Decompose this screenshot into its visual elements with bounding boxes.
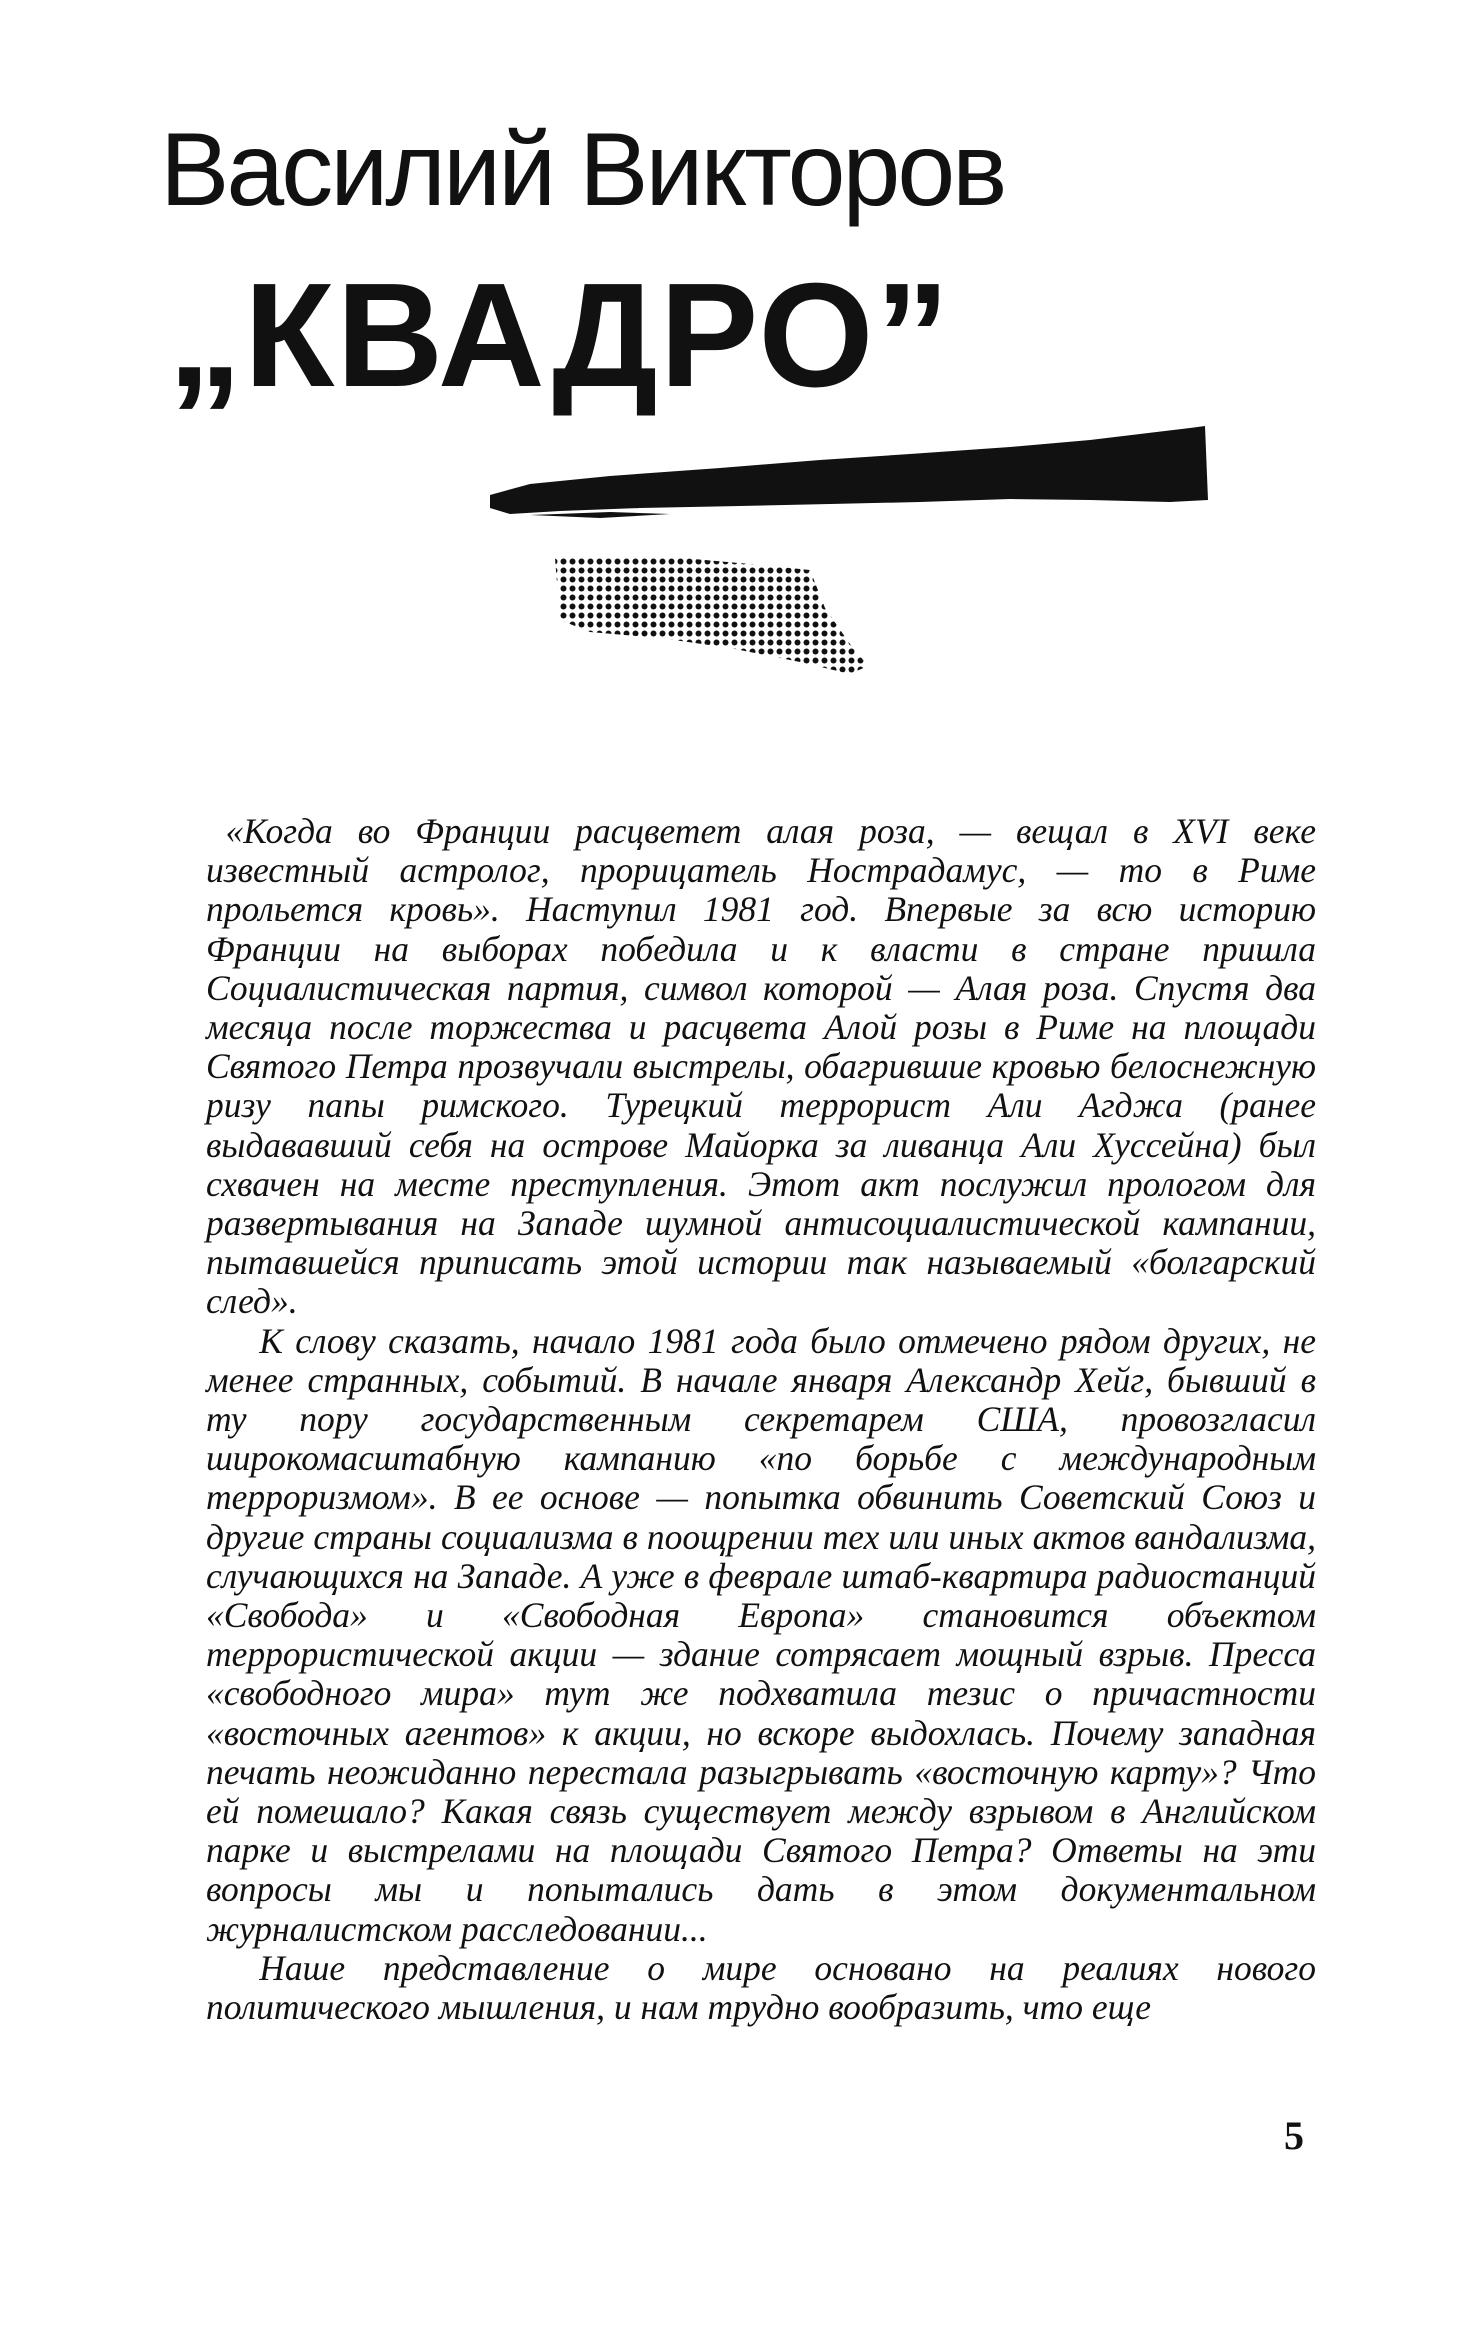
- page-number: 5: [1284, 2113, 1304, 2158]
- article-body: [206, 812, 1316, 2027]
- paragraph: «Когда во Франции расцветет алая роза, — вещал в XVI веке известный астролог, прорицатель Нострадамус, — то в Риме прольется кровь». Наступил 1981 год. Впервые за всю историю Франции на выборах победила и к власти в стране пришла Социалистическая партия, символ которой — Алая роза. Спустя два месяца после торжества и расцвета Алой розы в Риме на площади Святого Петра прозвучали выстрелы, обагрившие кровью белоснежную ризу папы римского. Турецкий террорист Али Агджа (ранее выдававший себя на острове Майорка за ливанца Али Хуссейна) был схвачен на месте преступления. Этот акт послужил прологом для развертывания на Западе шумной антисоциалистической кампании, пытавшейся приписать этой истории так называемый «болгарский след».: [206, 811, 1316, 1322]
- halftone-dots-decoration: [550, 548, 880, 688]
- brush-stroke-decoration: [490, 410, 1210, 520]
- book-title: „КВАДРО”: [168, 253, 952, 418]
- paragraph: К слову сказать, начало 1981 года было отмечено рядом других, не менее странных, событий. В начале января Александр Хейг, бывший в ту пору государственным секретарем США, провозгласил широкомасштабную кампанию «по борьбе с международным терроризмом». В ее основе — попытка обвинить Советский Союз и другие страны социализма в поощрении тех или иных актов вандализма, случающихся на Западе. А уже в феврале штаб-квартира радиостанций «Свобода» и «Свободная Европа» становится объектом террористической акции — здание сотрясает мощный взрыв. Пресса «свободного мира» тут же подхватила тезис о причастности «восточных агентов» к акции, но вскоре выдохлась. Почему западная печать неожиданно перестала разыгрывать «восточную карту»? Что ей помешало? Какая связь существует между взрывом в Английском парке и выстрелами на площади Святого Петра? Ответы на эти вопросы мы и попытались дать в этом документальном журналистском расследовании...: [206, 1320, 1316, 1949]
- paragraph: Наше представление о мире основано на реалиях нового политического мышления, и нам трудно вообразить, что еще: [206, 1947, 1316, 2028]
- author-name: Василий Викторов: [160, 112, 1005, 228]
